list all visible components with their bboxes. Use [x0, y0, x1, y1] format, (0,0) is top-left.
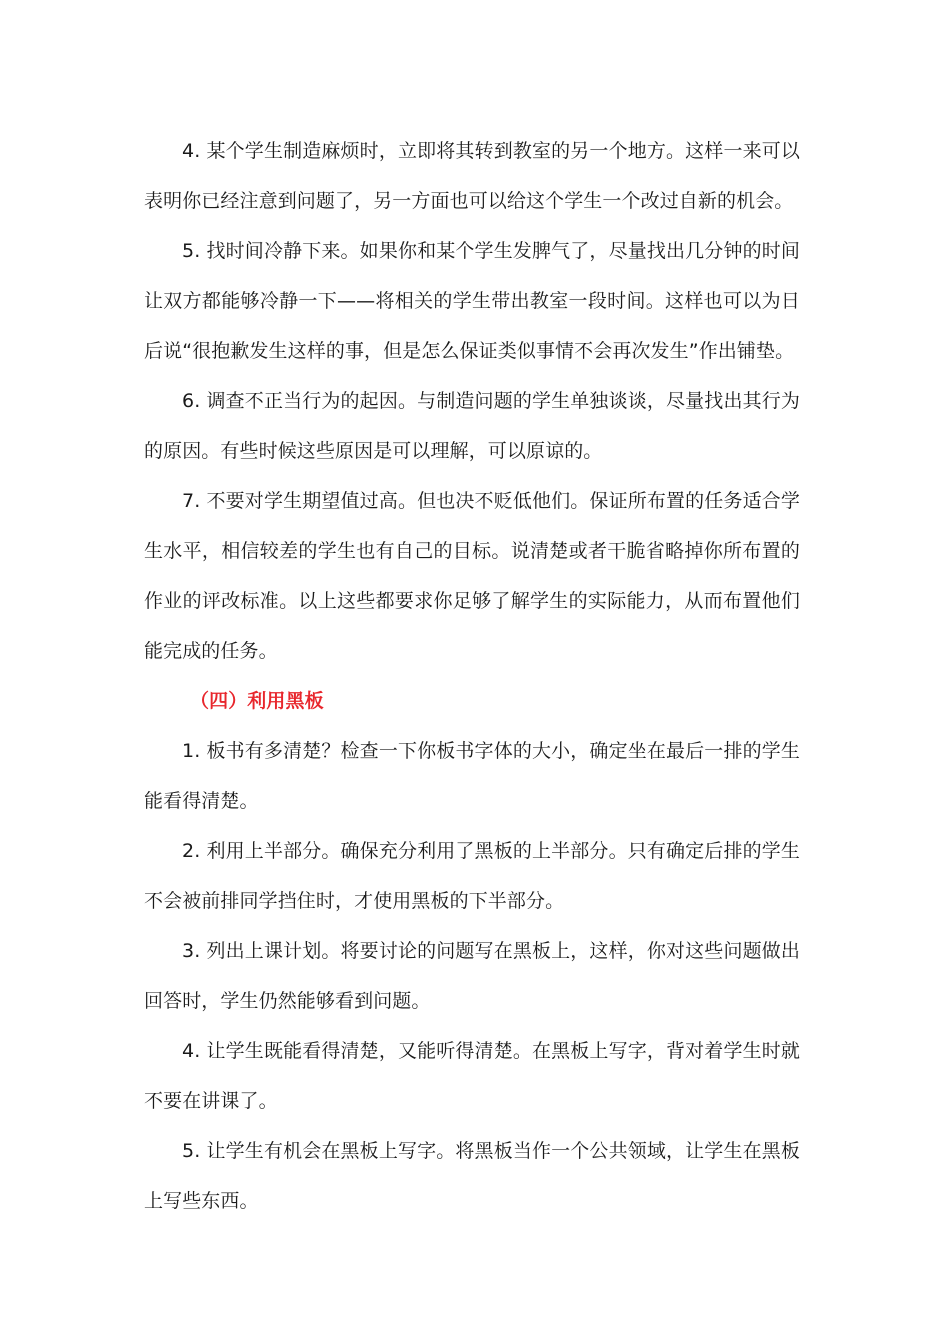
paragraph-item-4: 4. 某个学生制造麻烦时，立即将其转到教室的另一个地方。这样一来可以表明你已经注意到问题了，另一方面也可以给这个学生一个改过自新的机会。 — [144, 140, 800, 212]
blackboard-item-1: 1. 板书有多清楚？检查一下你板书字体的大小，确定坐在最后一排的学生能看得清楚。 — [144, 740, 800, 812]
paragraph-item-6: 6. 调查不正当行为的起因。与制造问题的学生单独谈谈，尽量找出其行为的原因。有些时候这些原因是可以理解，可以原谅的。 — [144, 390, 800, 462]
paragraph-item-5: 5. 找时间冷静下来。如果你和某个学生发脾气了，尽量找出几分钟的时间让双方都能够冷静一下——将相关的学生带出教室一段时间。这样也可以为日后说“很抱歉发生这样的事，但是怎么保证类似事情不会再次发生”作出铺垫。 — [144, 240, 800, 362]
section-heading: （四）利用黑板 — [190, 690, 324, 712]
blackboard-item-5: 5. 让学生有机会在黑板上写字。将黑板当作一个公共领域，让学生在黑板上写些东西。 — [144, 1140, 800, 1212]
paragraph-item-7: 7. 不要对学生期望值过高。但也决不贬低他们。保证所布置的任务适合学生水平，相信较差的学生也有自己的目标。说清楚或者干脆省略掉你所布置的作业的评改标准。以上这些都要求你足够了解学生的实际能力，从而布置他们能完成的任务。 — [144, 490, 800, 662]
blackboard-item-2: 2. 利用上半部分。确保充分利用了黑板的上半部分。只有确定后排的学生不会被前排同学挡住时，才使用黑板的下半部分。 — [144, 840, 800, 912]
blackboard-item-4: 4. 让学生既能看得清楚，又能听得清楚。在黑板上写字，背对着学生时就不要在讲课了。 — [144, 1040, 800, 1112]
blackboard-item-3: 3. 列出上课计划。将要讨论的问题写在黑板上，这样，你对这些问题做出回答时，学生仍然能够看到问题。 — [144, 940, 800, 1012]
document-body — [144, 126, 800, 1226]
